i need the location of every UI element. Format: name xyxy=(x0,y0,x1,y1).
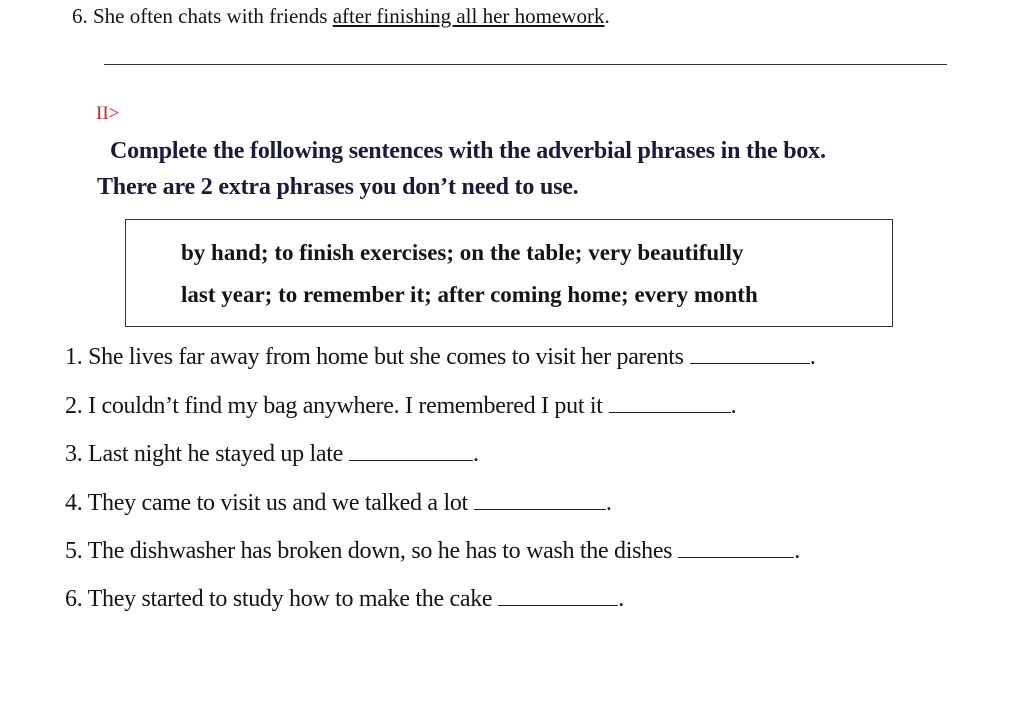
previous-item-underlined-phrase: after finishing all her homework xyxy=(332,4,605,28)
item-text: 5. The dishwasher has broken down, so he has to wash the dishes xyxy=(65,538,673,564)
item-text: 2. I couldn’t find my bag anywhere. I remembered I put it xyxy=(65,393,603,419)
item-end: . xyxy=(730,393,737,419)
item-text: 4. They came to visit us and we talked a lot xyxy=(65,490,468,516)
answer-blank[interactable] xyxy=(498,604,618,606)
answer-blank[interactable] xyxy=(678,556,794,558)
phrase-box xyxy=(125,219,893,327)
previous-item-number: 6. xyxy=(72,4,88,28)
item-text: 1. She lives far away from home but she comes to visit her parents xyxy=(65,344,684,370)
previous-item-text: She often chats with friends xyxy=(93,4,328,28)
item-text: 3. Last night he stayed up late xyxy=(65,441,343,467)
item-text: 6. They started to study how to make the cake xyxy=(65,586,493,612)
answer-blank[interactable] xyxy=(609,411,731,413)
exercise-item-2 xyxy=(65,393,736,420)
answer-line xyxy=(104,64,947,65)
previous-item-end: . xyxy=(604,4,610,28)
exercise-item-5 xyxy=(65,538,800,565)
answer-blank[interactable] xyxy=(349,459,473,461)
instruction-line-2: There are 2 extra phrases you don’t need to use. xyxy=(97,174,579,200)
item-end: . xyxy=(618,586,624,612)
item-end: . xyxy=(605,490,612,516)
exercise-item-6 xyxy=(65,586,624,613)
item-end: . xyxy=(794,538,800,564)
phrase-box-line-2: last year; to remember it; after coming home; every month xyxy=(181,282,758,307)
exercise-item-3 xyxy=(65,441,479,468)
instruction-line-1: Complete the following sentences with the adverbial phrases in the box. xyxy=(110,138,826,164)
answer-blank[interactable] xyxy=(690,362,810,364)
previous-item-6 xyxy=(72,4,610,29)
exercise-item-1 xyxy=(65,344,815,371)
item-end: . xyxy=(809,344,816,370)
exercise-item-4 xyxy=(65,490,612,517)
section-marker: II> xyxy=(96,103,120,124)
item-end: . xyxy=(472,441,479,467)
phrase-box-line-1: by hand; to finish exercises; on the table; very beautifully xyxy=(181,240,744,265)
answer-blank[interactable] xyxy=(474,508,606,510)
